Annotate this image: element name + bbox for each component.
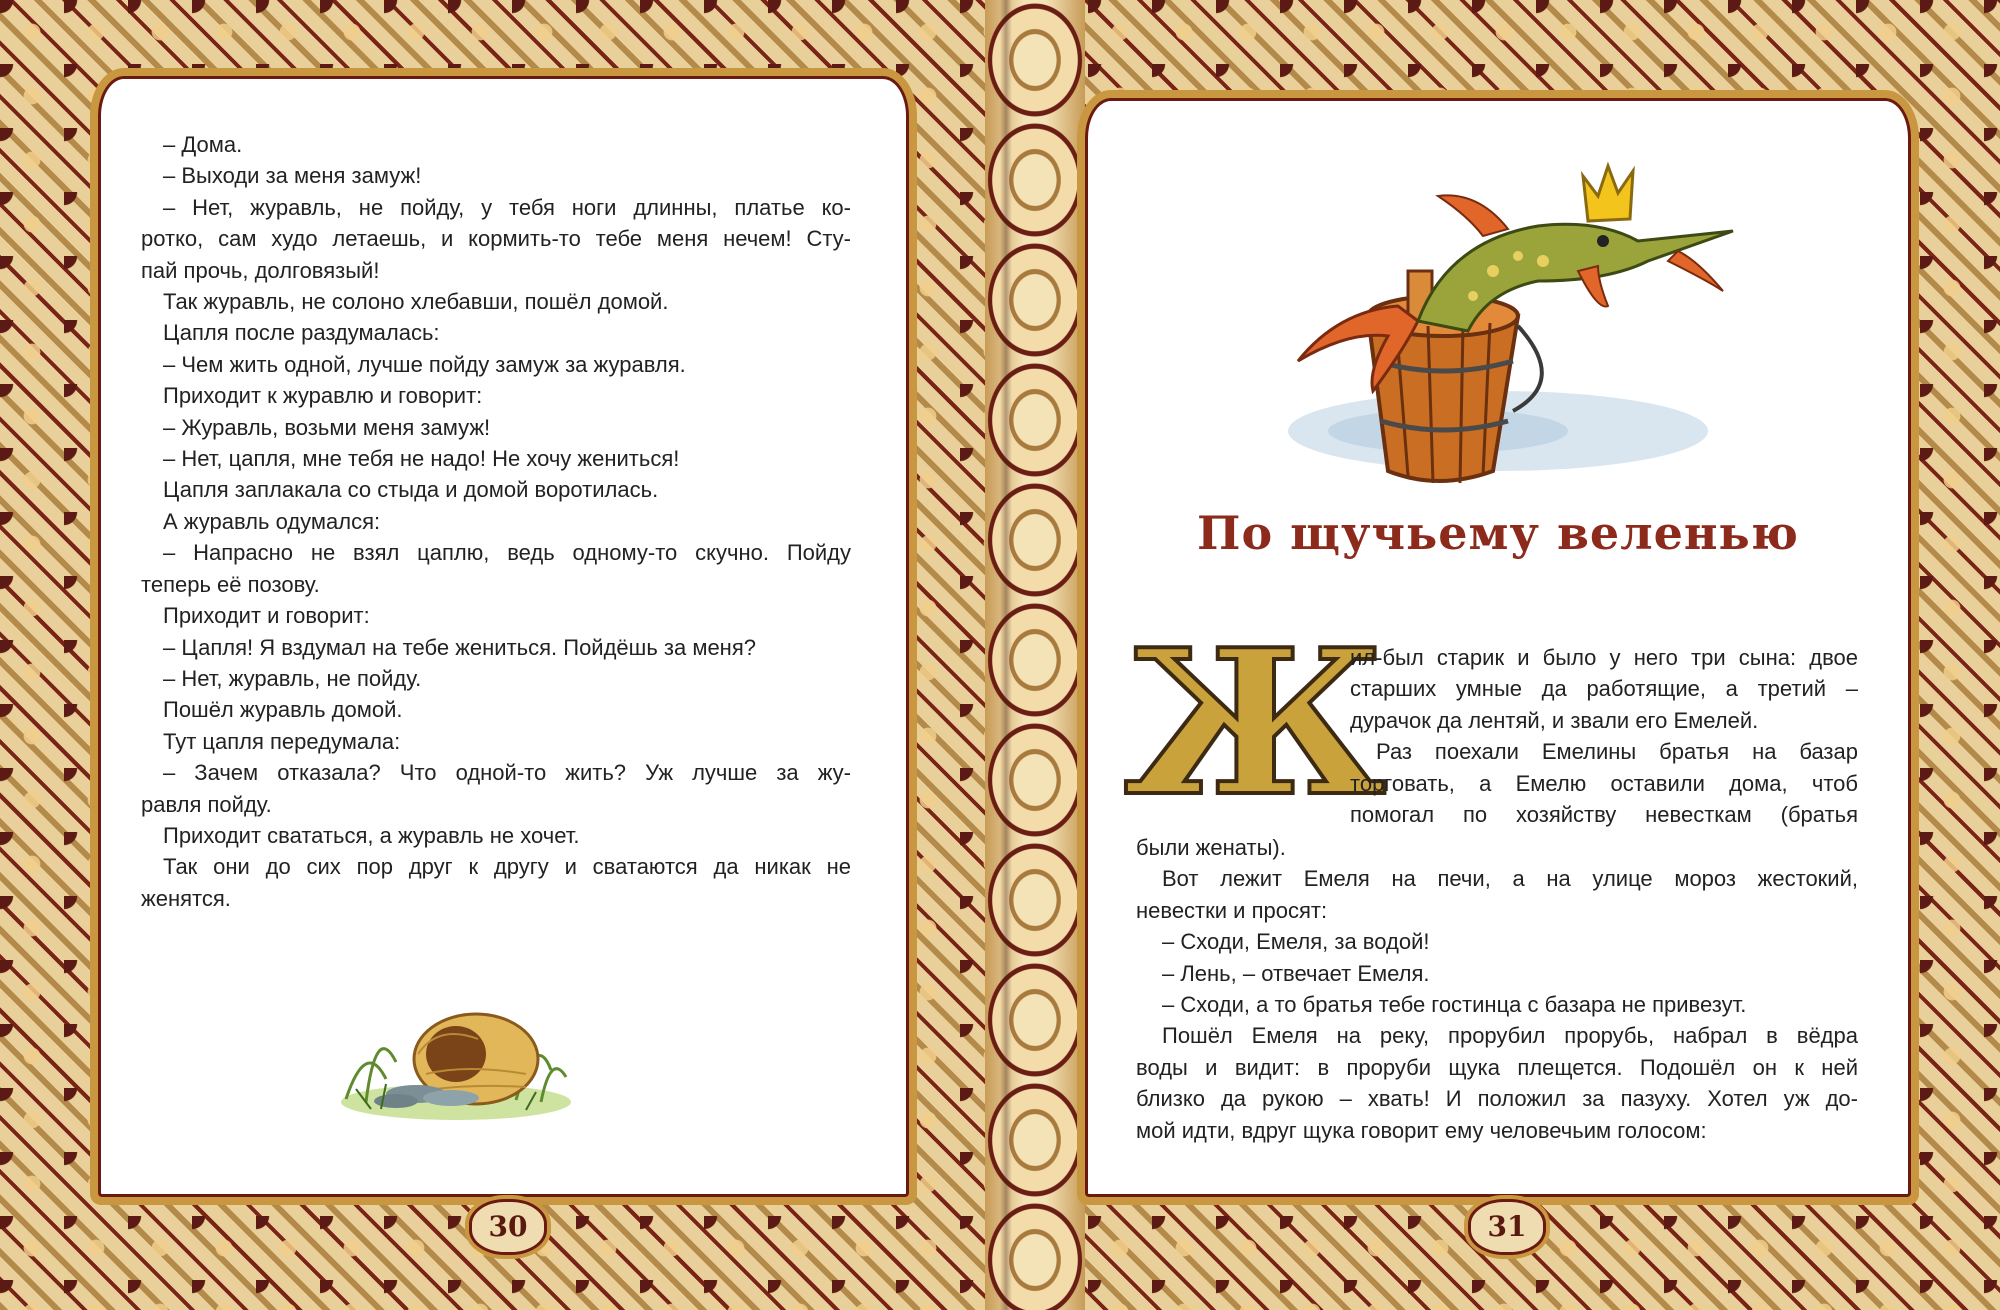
text-line: торговать, а Емелю оставили дома, чтоб: [1350, 770, 1858, 796]
text-line: Так журавль, не солоно хлебавши, пошёл домой.: [163, 289, 669, 315]
text-line: Приходит к журавлю и говорит:: [163, 383, 483, 409]
text-line: равля пойду.: [141, 791, 272, 817]
text-line: помогал по хозяйству невесткам (братья: [1350, 802, 1858, 828]
text-line: Цапля после раздумалась:: [163, 320, 440, 346]
text-line: – Зачем отказала? Что одной-то жить? Уж лучше за жу-: [163, 760, 851, 786]
right-page-intro-text: [1350, 642, 1858, 830]
pike-in-bucket-illustration: [1278, 131, 1738, 511]
drop-cap: [1124, 606, 1387, 841]
spine: [1000, 0, 1012, 1310]
page-number-left: 30: [469, 1199, 547, 1255]
text-line: – Выходи за меня замуж!: [163, 163, 422, 189]
text-line: – Сходи, а то братья тебе гостинца с базара не привезут.: [1162, 992, 1747, 1018]
text-line: теперь её позову.: [141, 571, 320, 597]
left-page-text: [141, 129, 851, 914]
left-page: [98, 76, 909, 1243]
text-line: Раз поехали Емелины братья на базар: [1376, 739, 1858, 765]
text-line: Приходит и говорит:: [163, 603, 370, 629]
text-line: дурачок да лентяй, и звали его Емелей.: [1350, 707, 1759, 733]
basket-with-fish-illustration: [326, 974, 586, 1124]
text-line: Приходит свататься, а журавль не хочет.: [163, 822, 580, 848]
text-line: ил-был старик и было у него три сына: двое: [1350, 645, 1858, 670]
page-number-right: 31: [1468, 1199, 1546, 1255]
text-line: Вот лежит Емеля на печи, а на улице мороз жестокий,: [1162, 866, 1858, 892]
text-line: А журавль одумался:: [163, 508, 381, 534]
text-line: близко да рукою – хвать! И положил за пазуху. Хотел уж до-: [1136, 1086, 1858, 1112]
text-line: Пошёл журавль домой.: [163, 697, 403, 723]
text-line: Цапля заплакала со стыда и домой воротилась.: [163, 477, 659, 503]
text-line: невестки и просят:: [1136, 897, 1328, 923]
text-line: ротко, сам худо летаешь, и кормить-то тебе меня нечем! Сту-: [141, 226, 851, 252]
text-line: – Журавль, возьми меня замуж!: [163, 414, 491, 440]
text-line: – Цапля! Я вздумал на тебе жениться. Пойдёшь за меня?: [163, 634, 756, 660]
text-line: воды и видит: в проруби щука плещется. Подошёл он к ней: [1136, 1054, 1858, 1080]
right-page: [1085, 98, 1911, 1243]
text-line: Тут цапля передумала:: [163, 728, 401, 754]
text-line: мой идти, вдруг щука говорит ему человечьим голосом:: [1136, 1117, 1707, 1143]
text-line: старших умные да работящие, а третий –: [1350, 676, 1858, 702]
text-line: Так они до сих пор друг к другу и сватаются да никак не: [163, 854, 851, 880]
text-line: – Дома.: [163, 132, 243, 157]
text-line: пай прочь, долговязый!: [141, 257, 380, 283]
text-line: – Нет, цапля, мне тебя не надо! Не хочу жениться!: [163, 446, 680, 472]
text-line: Пошёл Емеля на реку, прорубил прорубь, набрал в вёдра: [1162, 1023, 1858, 1049]
text-line: – Нет, журавль, не пойду.: [163, 665, 422, 691]
text-line: – Напрасно не взял цаплю, ведь одному-то скучно. Пойду: [163, 540, 851, 566]
drop-cap-letter: Ж: [1124, 606, 1387, 841]
text-line: были женаты).: [1136, 835, 1286, 860]
text-line: – Нет, журавль, не пойду, у тебя ноги длинны, платье ко-: [163, 194, 851, 220]
text-line: – Сходи, Емеля, за водой!: [1162, 929, 1430, 955]
text-line: женятся.: [141, 885, 231, 911]
story-title: По щучьему веленью: [1197, 506, 1799, 560]
text-line: – Лень, – отвечает Емеля.: [1162, 960, 1430, 986]
right-page-text: [1136, 832, 1858, 1146]
text-line: – Чем жить одной, лучше пойду замуж за журавля.: [163, 351, 686, 377]
